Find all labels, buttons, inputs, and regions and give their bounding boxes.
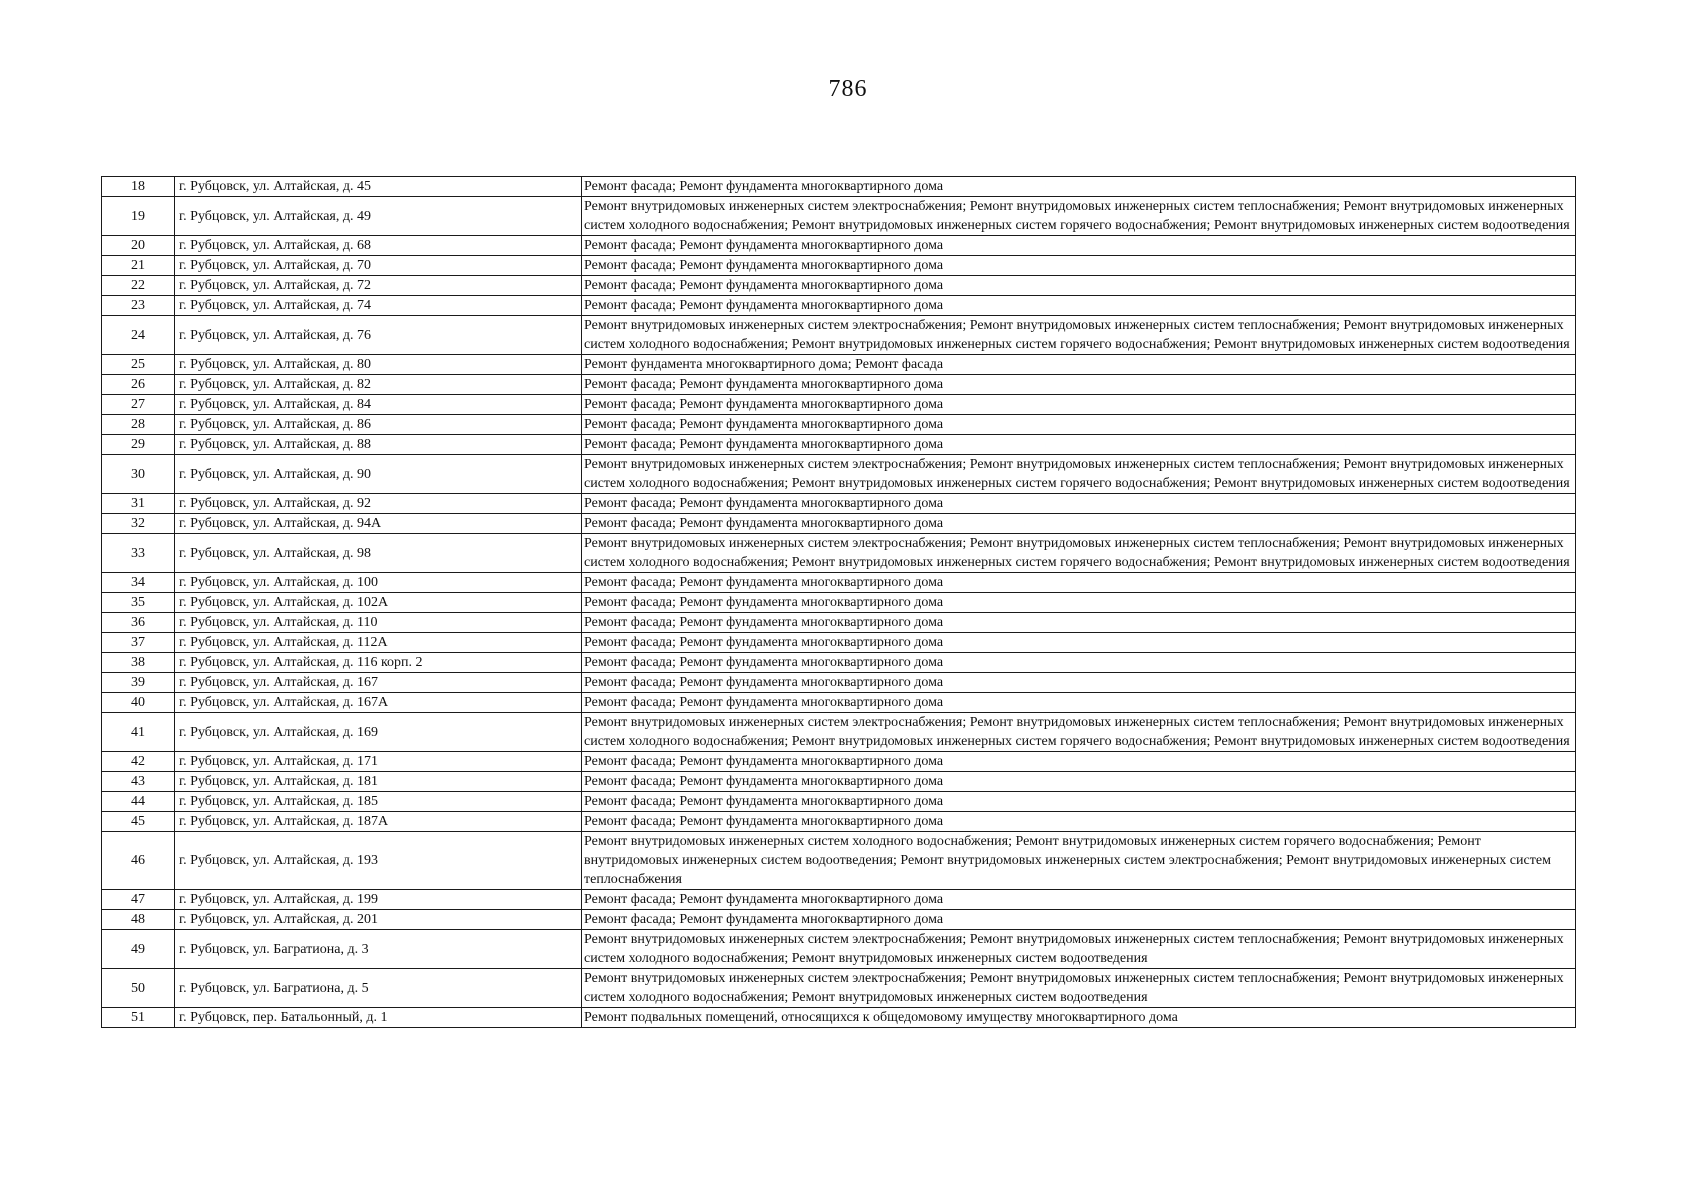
row-address: г. Рубцовск, ул. Алтайская, д. 90 [175, 455, 582, 494]
row-number: 32 [102, 514, 175, 534]
table-row [102, 177, 1576, 197]
row-number: 22 [102, 276, 175, 296]
table-row [102, 455, 1576, 494]
row-number: 39 [102, 673, 175, 693]
table-row [102, 969, 1576, 1008]
row-number: 34 [102, 573, 175, 593]
table-row [102, 930, 1576, 969]
works-table [101, 176, 1576, 1028]
table-row [102, 415, 1576, 435]
row-address: г. Рубцовск, ул. Алтайская, д. 70 [175, 256, 582, 276]
row-works: Ремонт внутридомовых инженерных систем электроснабжения; Ремонт внутридомовых инженерных систем теплоснабжения; Ремонт внутридомовых инженерных систем холодного водоснабжения; Ремонт внутридомовых инженерных систем горячего водоснабжения; Ремонт внутридомовых инженерных систем водоотведения [582, 197, 1576, 236]
row-address: г. Рубцовск, ул. Алтайская, д. 171 [175, 752, 582, 772]
row-address: г. Рубцовск, ул. Алтайская, д. 72 [175, 276, 582, 296]
row-address: г. Рубцовск, ул. Алтайская, д. 185 [175, 792, 582, 812]
row-works: Ремонт фасада; Ремонт фундамента многоквартирного дома [582, 693, 1576, 713]
row-works: Ремонт фасада; Ремонт фундамента многоквартирного дома [582, 494, 1576, 514]
row-address: г. Рубцовск, ул. Алтайская, д. 68 [175, 236, 582, 256]
row-works: Ремонт фасада; Ремонт фундамента многоквартирного дома [582, 256, 1576, 276]
row-address: г. Рубцовск, ул. Багратиона, д. 3 [175, 930, 582, 969]
row-number: 37 [102, 633, 175, 653]
row-number: 50 [102, 969, 175, 1008]
table-row [102, 375, 1576, 395]
table-row [102, 832, 1576, 890]
table-row [102, 713, 1576, 752]
row-works: Ремонт внутридомовых инженерных систем электроснабжения; Ремонт внутридомовых инженерных систем теплоснабжения; Ремонт внутридомовых инженерных систем холодного водоснабжения; Ремонт внутридомовых инженерных систем горячего водоснабжения; Ремонт внутридомовых инженерных систем водоотведения [582, 455, 1576, 494]
row-number: 44 [102, 792, 175, 812]
row-works: Ремонт внутридомовых инженерных систем электроснабжения; Ремонт внутридомовых инженерных систем теплоснабжения; Ремонт внутридомовых инженерных систем холодного водоснабжения; Ремонт внутридомовых инженерных систем водоотведения [582, 930, 1576, 969]
row-number: 42 [102, 752, 175, 772]
row-works: Ремонт фасада; Ремонт фундамента многоквартирного дома [582, 613, 1576, 633]
row-address: г. Рубцовск, ул. Алтайская, д. 112А [175, 633, 582, 653]
row-number: 29 [102, 435, 175, 455]
row-address: г. Рубцовск, ул. Алтайская, д. 169 [175, 713, 582, 752]
table-row [102, 752, 1576, 772]
row-works: Ремонт фасада; Ремонт фундамента многоквартирного дома [582, 772, 1576, 792]
table-row [102, 197, 1576, 236]
row-number: 27 [102, 395, 175, 415]
row-works: Ремонт внутридомовых инженерных систем электроснабжения; Ремонт внутридомовых инженерных систем теплоснабжения; Ремонт внутридомовых инженерных систем холодного водоснабжения; Ремонт внутридомовых инженерных систем горячего водоснабжения; Ремонт внутридомовых инженерных систем водоотведения [582, 316, 1576, 355]
row-address: г. Рубцовск, ул. Алтайская, д. 193 [175, 832, 582, 890]
row-works: Ремонт внутридомовых инженерных систем холодного водоснабжения; Ремонт внутридомовых инженерных систем горячего водоснабжения; Ремонт внутридомовых инженерных систем водоотведения; Ремонт внутридомовых инженерных систем электроснабжения; Ремонт внутридомовых инженерных систем теплоснабжения [582, 832, 1576, 890]
row-works: Ремонт фасада; Ремонт фундамента многоквартирного дома [582, 673, 1576, 693]
page-number: 786 [828, 76, 868, 102]
row-address: г. Рубцовск, ул. Алтайская, д. 45 [175, 177, 582, 197]
table-row [102, 673, 1576, 693]
row-works: Ремонт фундамента многоквартирного дома; Ремонт фасада [582, 355, 1576, 375]
row-address: г. Рубцовск, ул. Алтайская, д. 94А [175, 514, 582, 534]
row-works: Ремонт фасада; Ремонт фундамента многоквартирного дома [582, 395, 1576, 415]
table-row [102, 593, 1576, 613]
table-row [102, 316, 1576, 355]
row-works: Ремонт фасада; Ремонт фундамента многоквартирного дома [582, 435, 1576, 455]
table-row [102, 890, 1576, 910]
row-address: г. Рубцовск, ул. Алтайская, д. 187А [175, 812, 582, 832]
row-address: г. Рубцовск, ул. Алтайская, д. 116 корп. 2 [175, 653, 582, 673]
row-number: 46 [102, 832, 175, 890]
row-works: Ремонт фасада; Ремонт фундамента многоквартирного дома [582, 910, 1576, 930]
table-row [102, 613, 1576, 633]
row-address: г. Рубцовск, ул. Алтайская, д. 201 [175, 910, 582, 930]
table-row [102, 276, 1576, 296]
row-address: г. Рубцовск, ул. Алтайская, д. 199 [175, 890, 582, 910]
row-works: Ремонт фасада; Ремонт фундамента многоквартирного дома [582, 792, 1576, 812]
table-row [102, 514, 1576, 534]
row-number: 20 [102, 236, 175, 256]
row-number: 33 [102, 534, 175, 573]
row-address: г. Рубцовск, ул. Алтайская, д. 80 [175, 355, 582, 375]
row-number: 24 [102, 316, 175, 355]
row-number: 36 [102, 613, 175, 633]
row-address: г. Рубцовск, ул. Алтайская, д. 86 [175, 415, 582, 435]
row-works: Ремонт фасада; Ремонт фундамента многоквартирного дома [582, 177, 1576, 197]
works-table-body [102, 177, 1576, 1028]
row-number: 19 [102, 197, 175, 236]
table-row [102, 534, 1576, 573]
row-number: 51 [102, 1008, 175, 1028]
table-row [102, 792, 1576, 812]
row-number: 30 [102, 455, 175, 494]
row-works: Ремонт фасада; Ремонт фундамента многоквартирного дома [582, 573, 1576, 593]
table-row [102, 910, 1576, 930]
row-address: г. Рубцовск, ул. Алтайская, д. 92 [175, 494, 582, 514]
row-address: г. Рубцовск, ул. Алтайская, д. 49 [175, 197, 582, 236]
table-row [102, 693, 1576, 713]
table-row [102, 236, 1576, 256]
row-address: г. Рубцовск, ул. Алтайская, д. 181 [175, 772, 582, 792]
row-number: 41 [102, 713, 175, 752]
row-number: 35 [102, 593, 175, 613]
row-works: Ремонт подвальных помещений, относящихся к общедомовому имуществу многоквартирного дома [582, 1008, 1576, 1028]
row-number: 28 [102, 415, 175, 435]
row-address: г. Рубцовск, ул. Алтайская, д. 110 [175, 613, 582, 633]
row-number: 26 [102, 375, 175, 395]
row-works: Ремонт фасада; Ремонт фундамента многоквартирного дома [582, 653, 1576, 673]
row-number: 38 [102, 653, 175, 673]
row-works: Ремонт внутридомовых инженерных систем электроснабжения; Ремонт внутридомовых инженерных систем теплоснабжения; Ремонт внутридомовых инженерных систем холодного водоснабжения; Ремонт внутридомовых инженерных систем горячего водоснабжения; Ремонт внутридомовых инженерных систем водоотведения [582, 713, 1576, 752]
row-address: г. Рубцовск, ул. Багратиона, д. 5 [175, 969, 582, 1008]
table-row [102, 256, 1576, 276]
table-row [102, 1008, 1576, 1028]
row-works: Ремонт фасада; Ремонт фундамента многоквартирного дома [582, 415, 1576, 435]
row-address: г. Рубцовск, ул. Алтайская, д. 84 [175, 395, 582, 415]
table-row [102, 633, 1576, 653]
row-number: 23 [102, 296, 175, 316]
row-address: г. Рубцовск, ул. Алтайская, д. 102А [175, 593, 582, 613]
row-address: г. Рубцовск, ул. Алтайская, д. 74 [175, 296, 582, 316]
table-row [102, 435, 1576, 455]
row-address: г. Рубцовск, ул. Алтайская, д. 76 [175, 316, 582, 355]
table-row [102, 573, 1576, 593]
table-row [102, 653, 1576, 673]
row-works: Ремонт фасада; Ремонт фундамента многоквартирного дома [582, 593, 1576, 613]
row-works: Ремонт фасада; Ремонт фундамента многоквартирного дома [582, 276, 1576, 296]
row-number: 18 [102, 177, 175, 197]
row-address: г. Рубцовск, пер. Батальонный, д. 1 [175, 1008, 582, 1028]
row-works: Ремонт фасада; Ремонт фундамента многоквартирного дома [582, 296, 1576, 316]
row-works: Ремонт фасада; Ремонт фундамента многоквартирного дома [582, 514, 1576, 534]
row-number: 48 [102, 910, 175, 930]
row-number: 43 [102, 772, 175, 792]
row-address: г. Рубцовск, ул. Алтайская, д. 98 [175, 534, 582, 573]
row-works: Ремонт фасада; Ремонт фундамента многоквартирного дома [582, 752, 1576, 772]
row-address: г. Рубцовск, ул. Алтайская, д. 100 [175, 573, 582, 593]
row-works: Ремонт фасада; Ремонт фундамента многоквартирного дома [582, 812, 1576, 832]
row-address: г. Рубцовск, ул. Алтайская, д. 82 [175, 375, 582, 395]
row-address: г. Рубцовск, ул. Алтайская, д. 167 [175, 673, 582, 693]
row-works: Ремонт фасада; Ремонт фундамента многоквартирного дома [582, 890, 1576, 910]
row-number: 21 [102, 256, 175, 276]
table-row [102, 395, 1576, 415]
row-number: 47 [102, 890, 175, 910]
table-row [102, 355, 1576, 375]
row-number: 25 [102, 355, 175, 375]
row-works: Ремонт фасада; Ремонт фундамента многоквартирного дома [582, 375, 1576, 395]
row-number: 40 [102, 693, 175, 713]
table-row [102, 296, 1576, 316]
row-number: 45 [102, 812, 175, 832]
table-row [102, 812, 1576, 832]
row-works: Ремонт внутридомовых инженерных систем электроснабжения; Ремонт внутридомовых инженерных систем теплоснабжения; Ремонт внутридомовых инженерных систем холодного водоснабжения; Ремонт внутридомовых инженерных систем водоотведения [582, 969, 1576, 1008]
row-number: 49 [102, 930, 175, 969]
row-address: г. Рубцовск, ул. Алтайская, д. 88 [175, 435, 582, 455]
row-number: 31 [102, 494, 175, 514]
row-works: Ремонт внутридомовых инженерных систем электроснабжения; Ремонт внутридомовых инженерных систем теплоснабжения; Ремонт внутридомовых инженерных систем холодного водоснабжения; Ремонт внутридомовых инженерных систем горячего водоснабжения; Ремонт внутридомовых инженерных систем водоотведения [582, 534, 1576, 573]
table-row [102, 772, 1576, 792]
row-address: г. Рубцовск, ул. Алтайская, д. 167А [175, 693, 582, 713]
row-works: Ремонт фасада; Ремонт фундамента многоквартирного дома [582, 633, 1576, 653]
row-works: Ремонт фасада; Ремонт фундамента многоквартирного дома [582, 236, 1576, 256]
table-row [102, 494, 1576, 514]
